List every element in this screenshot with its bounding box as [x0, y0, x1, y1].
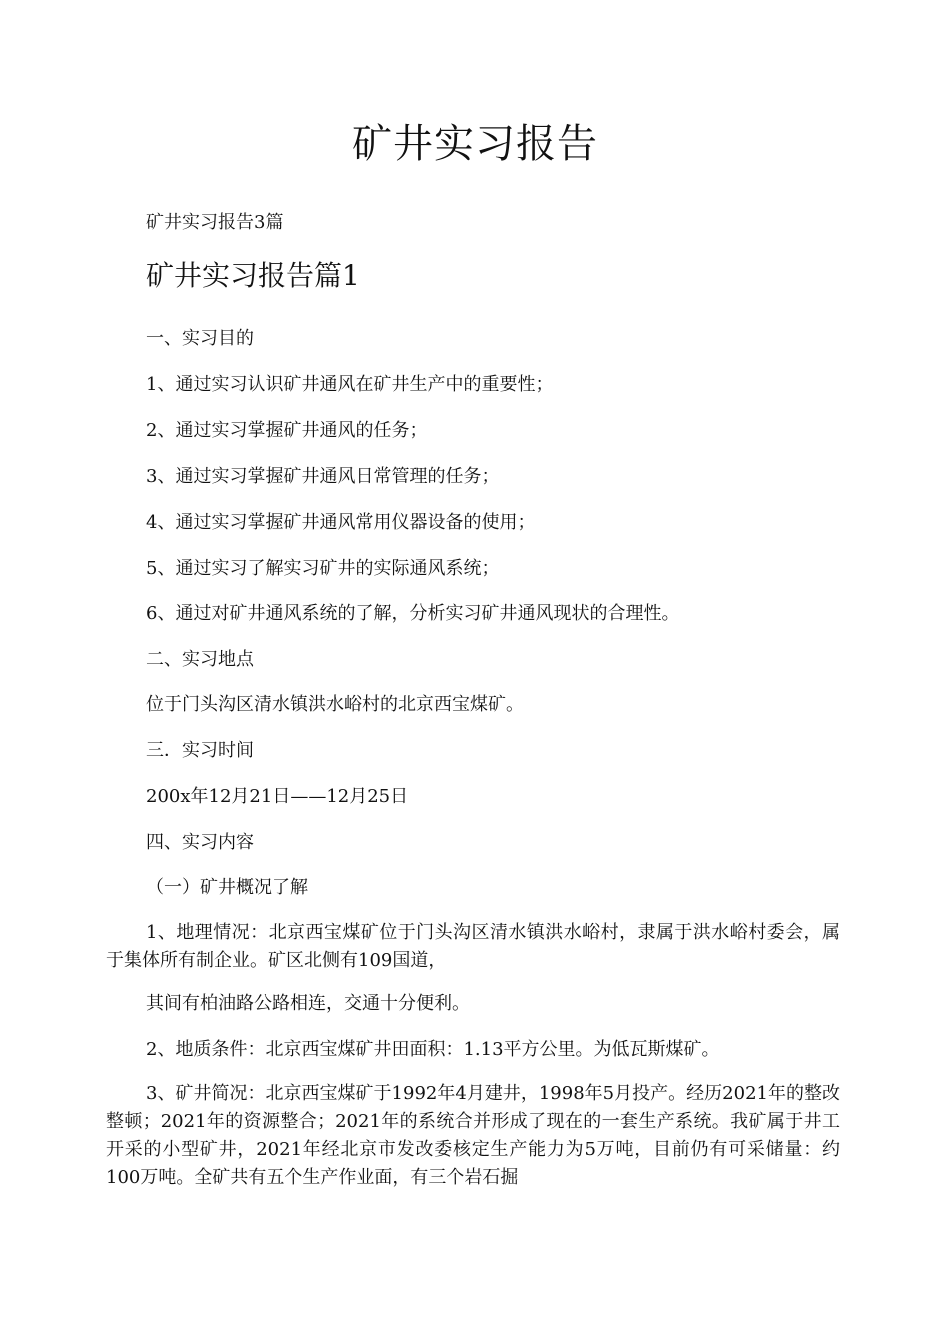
list-item: 4、通过实习掌握矿井通风常用仪器设备的使用；	[146, 512, 536, 533]
document-title: 矿井实习报告	[352, 121, 598, 167]
paragraph-geology: 2、地质条件：北京西宝煤矿井田面积：1.13平方公里。为低瓦斯煤矿。	[146, 1039, 720, 1060]
time-text: 200x年12月21日——12月25日	[146, 786, 409, 807]
heading-time: 三．实习时间	[146, 740, 254, 761]
list-item: 3、通过实习掌握矿井通风日常管理的任务；	[146, 466, 500, 487]
list-item: 2、通过实习掌握矿井通风的任务；	[146, 420, 428, 441]
list-item: 1、通过实习认识矿井通风在矿井生产中的重要性；	[146, 374, 554, 395]
heading-location: 二、实习地点	[146, 649, 254, 670]
list-item: 6、通过对矿井通风系统的了解，分析实习矿井通风现状的合理性。	[146, 603, 680, 624]
heading-purpose: 一、实习目的	[146, 328, 254, 349]
list-item: 5、通过实习了解实习矿井的实际通风系统；	[146, 558, 500, 579]
paragraph-geography: 1、地理情况：北京西宝煤矿位于门头沟区清水镇洪水峪村，隶属于洪水峪村委会，属于集体所有制企业。矿区北侧有109国道，	[106, 922, 840, 971]
paragraph-mine-overview: 3、矿井简况：北京西宝煤矿于1992年4月建井，1998年5月投产。经历2021年的整改整顿；2021年的资源整合；2021年的系统合并形成了现在的一套生产系统。我矿属于井工开采的小型矿井，2021年经北京市发改委核定生产能力为5万吨，目前仍有可采储量：约100万吨。全矿共有五个生产作业面，有三个岩石掘	[106, 1083, 840, 1188]
document-subtitle: 矿井实习报告3篇	[146, 212, 284, 233]
location-text: 位于门头沟区清水镇洪水峪村的北京西宝煤矿。	[146, 694, 524, 715]
paragraph-transport: 其间有柏油路公路相连，交通十分便利。	[146, 993, 470, 1014]
section-heading: 矿井实习报告篇1	[146, 259, 360, 292]
subheading-overview: （一）矿井概况了解	[146, 877, 308, 898]
heading-content: 四、实习内容	[146, 832, 254, 853]
